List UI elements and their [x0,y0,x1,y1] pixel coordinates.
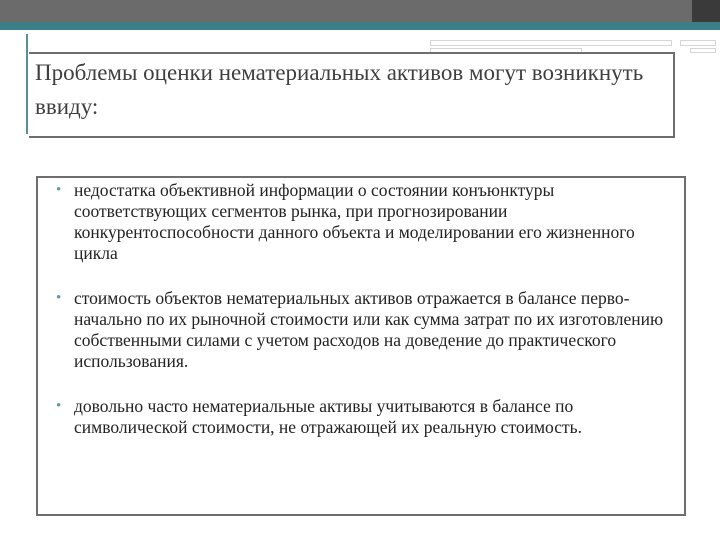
accent-stripe [0,22,720,30]
bullet-icon: • [56,398,62,414]
title-accent-line [26,34,28,134]
list-item [54,396,666,438]
content-frame [36,176,686,516]
title-frame [29,52,675,138]
bullet-text: недостатка объективной информации о состоянии конъюнктуры соответствующих сегментов рынка, при прогнозировании конкурентоспособности данного объекта и моделировании его жизненного цикла [74,180,635,263]
list-item [54,288,666,372]
header-bar [0,0,720,22]
bullet-list [54,180,666,438]
list-item [54,180,666,264]
decorative-line [680,40,716,46]
decorative-line [690,48,716,53]
decorative-line [430,40,672,46]
bullet-icon: • [56,182,62,198]
bullet-text: довольно часто нематериальные активы учитываются в балансе по символической стоимости, не отражающей их реальную стоимость. [74,396,583,437]
bullet-icon: • [56,290,62,306]
header-bar-corner [692,0,720,22]
bullet-text: стоимость объектов нематериальных активов отражается в балансе перво-начально по их рыночной стоимости или как сумма затрат по их изготовлению собственными силами с учетом расходов на доведение до практического использования. [74,288,664,371]
slide-title: Проблемы оценки нематериальных активов могут возникнуть ввиду: [35,60,644,119]
